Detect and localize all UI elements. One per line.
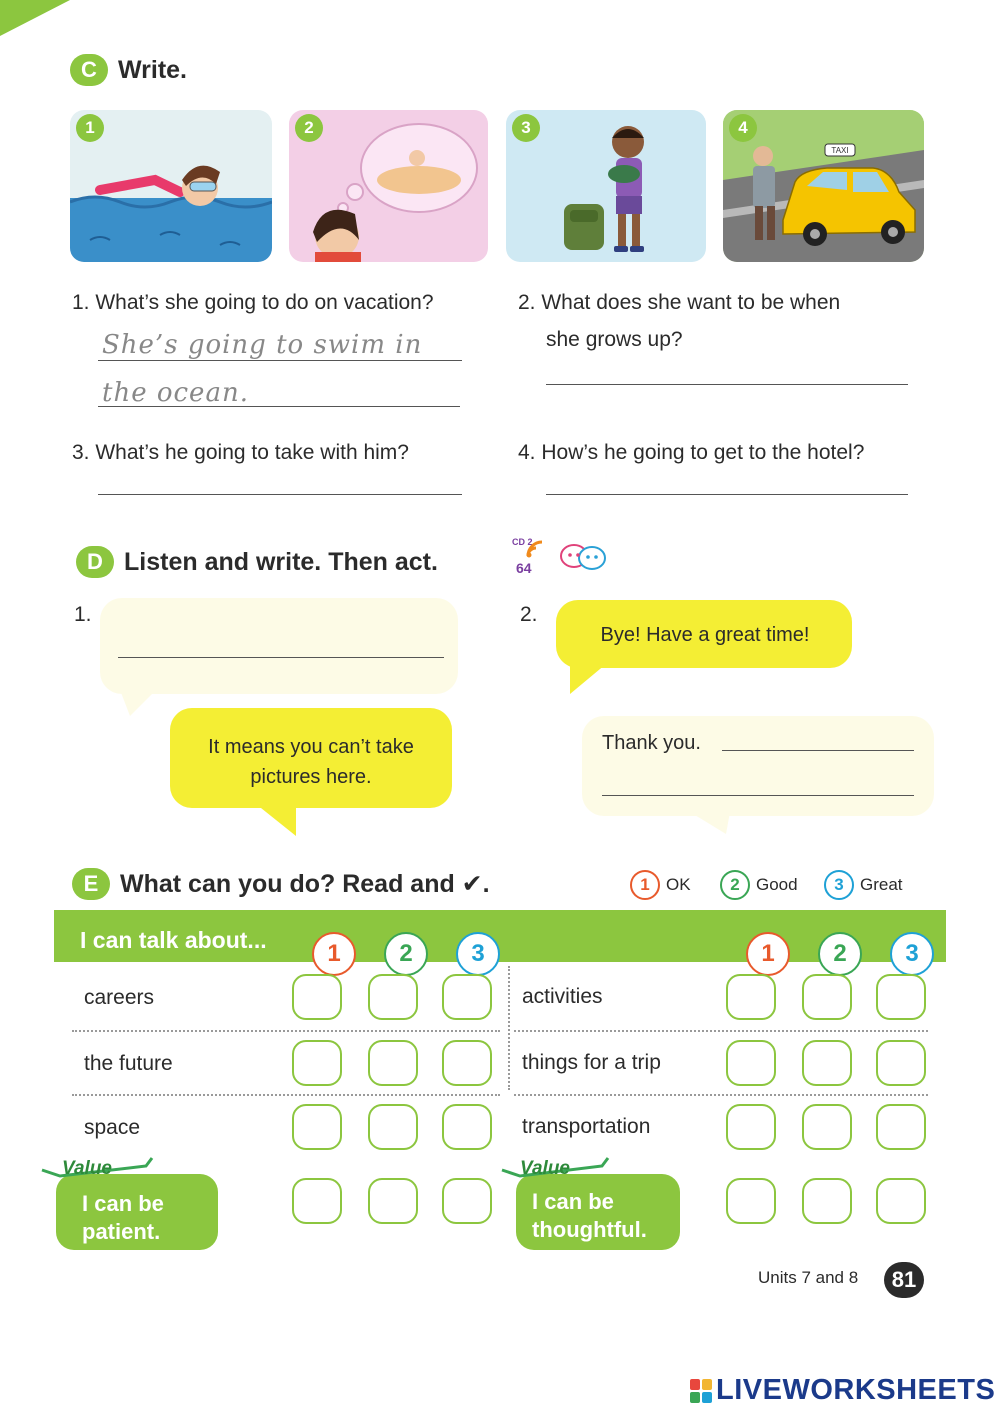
section-c-badge: C bbox=[70, 54, 108, 86]
answer-4-line[interactable] bbox=[546, 494, 908, 495]
answer-1-line-1[interactable] bbox=[98, 360, 462, 361]
value-line-2: thoughtful. bbox=[532, 1217, 647, 1242]
checkbox-patient-ok[interactable] bbox=[292, 1178, 342, 1224]
row-label-things-for-a-trip: things for a trip bbox=[522, 1051, 661, 1074]
checkbox-thoughtful-ok[interactable] bbox=[726, 1178, 776, 1224]
row-label-careers: careers bbox=[84, 986, 155, 1009]
brand-name: LIVEWORKSHEETS bbox=[716, 1374, 996, 1406]
row-divider bbox=[72, 1094, 500, 1096]
value-line-2: patient. bbox=[82, 1219, 161, 1244]
page-number: 81 bbox=[884, 1262, 924, 1298]
row-label-the-future: the future bbox=[84, 1052, 173, 1075]
taxi-sign-text: TAXI bbox=[831, 146, 849, 155]
legend-good bbox=[720, 870, 798, 900]
header-great-circle: 3 bbox=[456, 932, 500, 976]
question-1 bbox=[72, 284, 434, 322]
response-line-1: It means you can’t take bbox=[208, 736, 414, 758]
header-good-circle: 2 bbox=[384, 932, 428, 976]
row-divider bbox=[514, 1094, 928, 1096]
checkbox-careers-great[interactable] bbox=[442, 974, 492, 1020]
header-ok-circle: 1 bbox=[746, 932, 790, 976]
section-e-header bbox=[72, 868, 490, 900]
bubble-tail bbox=[256, 804, 302, 838]
liveworksheets-logo-icon bbox=[690, 1379, 712, 1403]
dialogue-1-number: 1. bbox=[74, 603, 92, 626]
picture-number: 2 bbox=[295, 114, 323, 142]
value-line-1: I can be bbox=[532, 1189, 614, 1214]
checkbox-space-great[interactable] bbox=[442, 1104, 492, 1150]
row-divider bbox=[72, 1030, 500, 1032]
picture-number: 4 bbox=[729, 114, 757, 142]
legend-ok-label: OK bbox=[666, 875, 691, 894]
picture-4 bbox=[723, 110, 924, 262]
checkbox-careers-good[interactable] bbox=[368, 974, 418, 1020]
checkbox-trip-good[interactable] bbox=[802, 1040, 852, 1086]
dialogue-2-prompt-text: Bye! Have a great time! bbox=[600, 624, 810, 646]
dialogue-2-number: 2. bbox=[520, 603, 538, 626]
row-label-space: space bbox=[84, 1116, 141, 1139]
checkbox-future-ok[interactable] bbox=[292, 1040, 342, 1086]
checkbox-future-good[interactable] bbox=[368, 1040, 418, 1086]
checkbox-transportation-good[interactable] bbox=[802, 1104, 852, 1150]
checkbox-activities-good[interactable] bbox=[802, 974, 852, 1020]
answer-2-line[interactable] bbox=[546, 384, 908, 385]
dialogue-2-reply-text: Thank you. bbox=[602, 732, 701, 754]
question-2 bbox=[518, 284, 840, 322]
checkbox-transportation-great[interactable] bbox=[876, 1104, 926, 1150]
checkbox-trip-great[interactable] bbox=[876, 1040, 926, 1086]
answer-3-line[interactable] bbox=[98, 494, 462, 495]
bubble-tail bbox=[690, 812, 734, 836]
value-ribbon-text: Value bbox=[520, 1158, 570, 1179]
header-great-circle: 3 bbox=[890, 932, 934, 976]
value-text-patient bbox=[82, 1190, 164, 1246]
section-c-title: Write. bbox=[118, 55, 187, 84]
footer-units: Units 7 and 8 bbox=[758, 1268, 859, 1287]
dialogue-1-response-text bbox=[176, 732, 446, 792]
picture-3 bbox=[506, 110, 706, 262]
question-text: What’s she going to do on vacation? bbox=[95, 291, 434, 314]
question-text: What’s he going to take with him? bbox=[95, 441, 409, 464]
legend-great bbox=[824, 870, 903, 900]
checkbox-patient-good[interactable] bbox=[368, 1178, 418, 1224]
question-number: 3. bbox=[72, 441, 90, 464]
section-d-title: Listen and write. Then act. bbox=[124, 547, 438, 576]
page-corner-tab bbox=[0, 0, 70, 36]
legend-good-circle: 2 bbox=[720, 870, 750, 900]
section-c-header bbox=[70, 54, 187, 86]
checkbox-space-good[interactable] bbox=[368, 1104, 418, 1150]
question-2-continued: she grows up? bbox=[546, 328, 683, 351]
question-number: 4. bbox=[518, 441, 536, 464]
dialogue-2-answer-line-1[interactable] bbox=[722, 750, 914, 751]
legend-good-label: Good bbox=[756, 875, 798, 894]
liveworksheets-brand bbox=[690, 1374, 995, 1407]
value-ribbon-text: Value bbox=[62, 1158, 112, 1179]
value-line-1: I can be bbox=[82, 1191, 164, 1216]
answer-1-line-2-text: the ocean. bbox=[102, 378, 249, 408]
value-text-thoughtful bbox=[532, 1188, 647, 1244]
section-e-title: What can you do? Read and ✔. bbox=[120, 870, 490, 898]
row-label-activities: activities bbox=[522, 985, 603, 1008]
legend-great-circle: 3 bbox=[824, 870, 854, 900]
header-good-circle: 2 bbox=[818, 932, 862, 976]
checkbox-thoughtful-great[interactable] bbox=[876, 1178, 926, 1224]
track-number: 64 bbox=[516, 560, 532, 576]
legend-great-label: Great bbox=[860, 875, 903, 894]
question-text: What does she want to be when bbox=[541, 291, 841, 314]
checkbox-activities-ok[interactable] bbox=[726, 974, 776, 1020]
legend-ok bbox=[630, 870, 691, 900]
row-divider bbox=[514, 1030, 928, 1032]
checkbox-careers-ok[interactable] bbox=[292, 974, 342, 1020]
legend-ok-circle: 1 bbox=[630, 870, 660, 900]
answer-1-line-2[interactable] bbox=[98, 406, 460, 407]
checkbox-thoughtful-good[interactable] bbox=[802, 1178, 852, 1224]
checkbox-patient-great[interactable] bbox=[442, 1178, 492, 1224]
question-text: How’s he going to get to the hotel? bbox=[541, 441, 865, 464]
audio-track-icon[interactable] bbox=[510, 538, 550, 578]
bubble-tail bbox=[120, 690, 160, 718]
checkbox-future-great[interactable] bbox=[442, 1040, 492, 1086]
dialogue-1-answer-line[interactable] bbox=[118, 657, 444, 658]
act-speech-icon bbox=[558, 540, 608, 576]
cd-label: CD 2 bbox=[512, 537, 533, 547]
question-number: 1. bbox=[72, 291, 90, 314]
picture-number: 1 bbox=[76, 114, 104, 142]
dialogue-2-answer-line-2[interactable] bbox=[602, 795, 914, 796]
checkbox-space-ok[interactable] bbox=[292, 1104, 342, 1150]
checkbox-transportation-ok[interactable] bbox=[726, 1104, 776, 1150]
dialogue-1-blank-bubble bbox=[100, 598, 458, 694]
question-4 bbox=[518, 434, 864, 472]
answer-1-line-1-text: She’s going to swim in bbox=[102, 330, 423, 360]
picture-2 bbox=[289, 110, 488, 262]
picture-number: 3 bbox=[512, 114, 540, 142]
table-title: I can talk about... bbox=[80, 927, 267, 953]
audio-waves-icon bbox=[524, 538, 546, 560]
section-e-badge: E bbox=[72, 868, 110, 900]
checkbox-activities-great[interactable] bbox=[876, 974, 926, 1020]
header-ok-circle: 1 bbox=[312, 932, 356, 976]
checkbox-trip-ok[interactable] bbox=[726, 1040, 776, 1086]
response-line-2: pictures here. bbox=[250, 766, 372, 788]
section-d-badge: D bbox=[76, 546, 114, 578]
table-column-divider bbox=[508, 966, 510, 1090]
picture-1 bbox=[70, 110, 272, 262]
row-label-transportation: transportation bbox=[522, 1115, 651, 1138]
question-3 bbox=[72, 434, 409, 472]
bubble-tail bbox=[570, 664, 610, 696]
section-d-header bbox=[76, 546, 438, 578]
question-number: 2. bbox=[518, 291, 536, 314]
